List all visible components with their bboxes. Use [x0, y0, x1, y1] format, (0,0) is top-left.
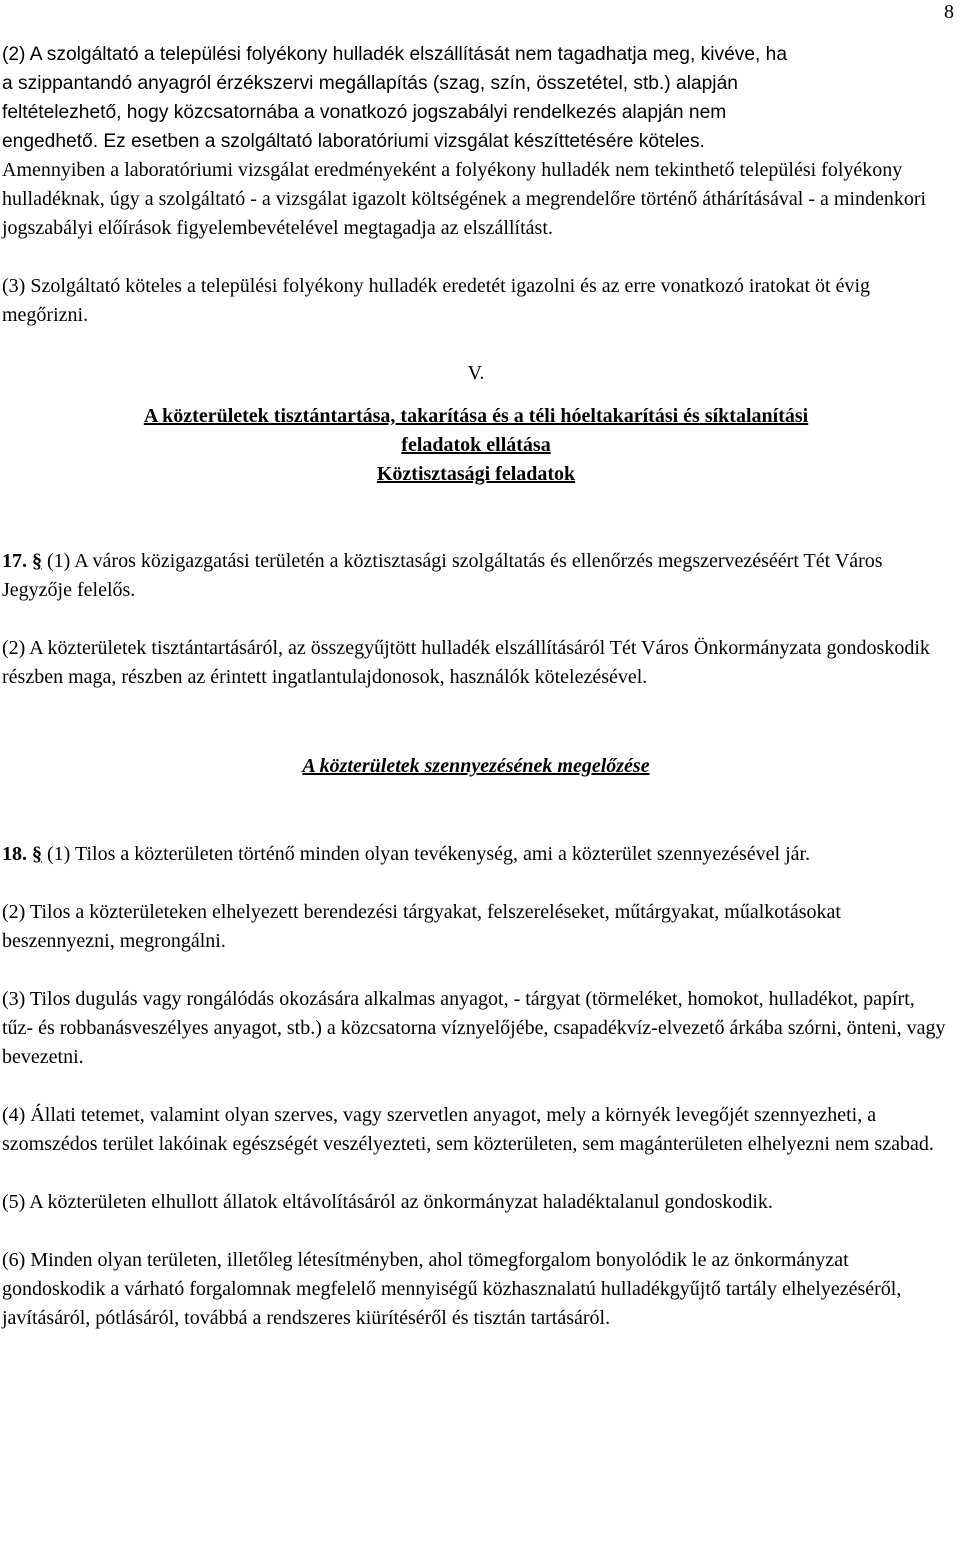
section-18-paragraph-6: (6) Minden olyan területen, illetőleg létesítményben, ahol tömegforgalom bonyolódik le az önkormányzat gondoskodik a várható forgalomnak megfelelő mennyiségű közhasznalatú hulladékgyűjtő tartály elhelyezéséről, javításáról, pótlásáról, továbbá a rendszeres kiürítéséről és tisztán tartásáról.	[2, 1249, 902, 1329]
section-17-paragraph-2: (2) A közterületek tisztántartásáról, az összegyűjtött hulladék elszállításáról Tét Város Önkormányzata gondoskodik részben maga, részben az érintett ingatlantulajdonosok, használók kötelezésével.	[2, 637, 930, 688]
paragraph-sign: §	[32, 550, 42, 572]
paragraph-line: a szippantandó anyagról érzékszervi megállapítás (szag, szín, összetétel, stb.) alapján	[2, 73, 738, 94]
paragraph-line: engedhető. Ez esetben a szolgáltató laboratóriumi vizsgálat készíttetésére köteles.	[2, 131, 705, 152]
section-18-paragraph-4: (4) Állati tetemet, valamint olyan szerves, vagy szervetlen anyagot, mely a környék levegőjét szennyezheti, a szomszédos terület lakóinak egészségét veszélyezteti, sem közterületen, sem magánterületen elhelyezni nem szabad.	[2, 1104, 934, 1155]
section-18-paragraph-5: (5) A közterületen elhullott állatok eltávolításáról az önkormányzat haladéktalanul gondoskodik.	[2, 1191, 773, 1213]
subheading-pollution-prevention: A közterületek szennyezésének megelőzése	[302, 755, 650, 777]
paragraph-text: (1) Tilos a közterületen történő minden olyan tevékenység, ami a közterület szennyezésével jár.	[47, 843, 811, 865]
page-number: 8	[944, 1, 954, 23]
paragraph-text: (1) A város közigazgatási területén a köztisztasági szolgáltatás és ellenőrzés megszervezéséért Tét Város Jegyzője felelős.	[2, 550, 883, 601]
document-body	[2, 40, 950, 1333]
paragraph-line: feltételezhető, hogy közcsatornába a vonatkozó jogszabályi rendelkezés alapján nem	[2, 102, 727, 123]
paragraph-4-2	[2, 40, 950, 243]
chapter-subtitle: Köztisztasági feladatok	[376, 463, 576, 485]
paragraph-text: Amennyiben a laboratóriumi vizsgálat eredményeként a folyékony hulladék nem tekinthető települési folyékony hulladéknak, úgy a szolgáltató - a vizsgálat igazolt költségének a megrendelőre történő áthárításával - a mindenkori jogszabályi előírások figyelembevételével megtagadja az elszállítást.	[2, 159, 927, 239]
chapter-number: V.	[467, 362, 485, 384]
section-18-paragraph-3: (3) Tilos dugulás vagy rongálódás okozására alkalmas anyagot, - tárgyat (törmeléket, homokot, hulladékot, papírt, tűz- és robbanásveszélyes anyagot, stb.) a közcsatorna víznyelőjébe, csapadékvíz-elvezető árkába szórni, önteni, vagy bevezetni.	[2, 988, 946, 1068]
paragraph-4-3: (3) Szolgáltató köteles a települési folyékony hulladék eredetét igazolni és az erre vonatkozó iratokat öt évig megőrizni.	[2, 275, 871, 326]
section-17-paragraph-1	[2, 547, 950, 605]
chapter-title-line-1: A közterületek tisztántartása, takarítása és a téli hóeltakarítási és síktalanítási	[143, 405, 809, 427]
paragraph-sign: §	[32, 843, 42, 865]
section-number: 18.	[2, 843, 27, 865]
section-18-paragraph-2: (2) Tilos a közterületeken elhelyezett berendezési tárgyakat, felszereléseket, műtárgyakat, műalkotásokat beszennyezni, megrongálni.	[2, 901, 841, 952]
section-18-paragraph-1	[2, 840, 950, 869]
section-number: 17.	[2, 550, 27, 572]
chapter-title-line-2: feladatok ellátása	[401, 434, 551, 456]
paragraph-line: (2) A szolgáltató a települési folyékony hulladék elszállítását nem tagadhatja meg, kivéve, ha	[2, 44, 788, 65]
